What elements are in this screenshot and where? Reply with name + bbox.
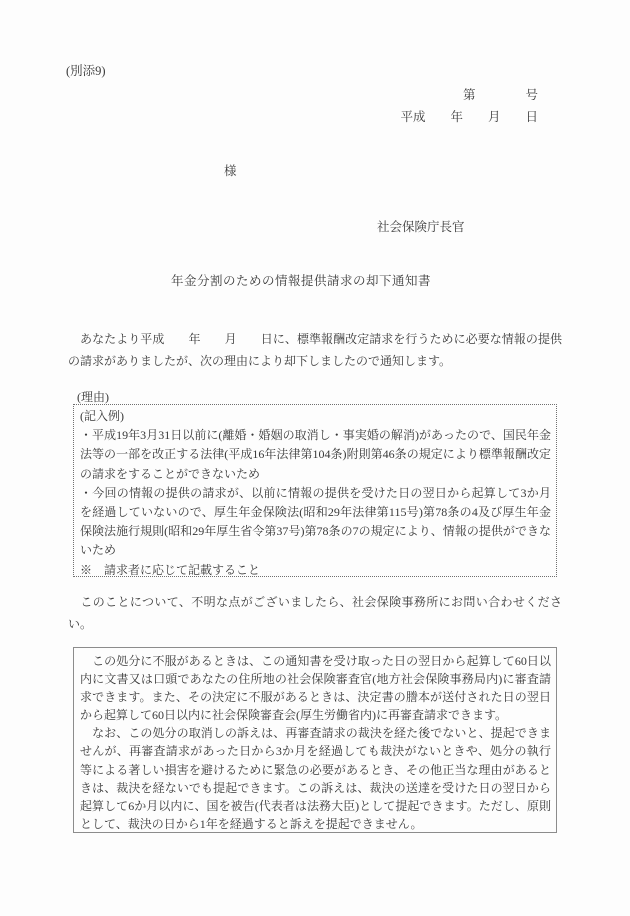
reason-item: ・平成19年3月31日以前に(離婚・婚姻の取消し・事実婚の解消)があったので、国民年金法等の一部を改正する法律(平成16年法律第104条)附則第46条の規定により標準報酬改定の請求をすることができないため xyxy=(80,428,551,481)
reason-label: (理由) xyxy=(77,390,109,404)
appeal-paragraph-1: この処分に不服があるときは、この通知書を受け取った日の翌日から起算して60日以内に文書又は口頭であなたの住所地の社会保険審査官(地方社会保険事務局内)に審査請求できます。また、その決定に不服があるときは、決定書の謄本が送付された日の翌日から起算して60日以内に社会保険審査会(厚生労働省内)に再審査請求できます。 xyxy=(80,654,551,723)
contact-paragraph: このことについて、不明な点がございましたら、社会保険事務所にお問い合わせください。 xyxy=(68,595,562,631)
appeal-paragraph-2: なお、この処分の取消しの訴えは、再審査請求の裁決を経た後でないと、提起できませんが、再審査請求があった日から3か月を経過しても裁決がないときや、処分の執行等による著しい損害を避けるために緊急の必要があるとき、その他正当な理由があるときは、裁決を経ないでも提起できます。この訴えは、裁決の送達を受けた日の翌日から起算して6か月以内に、国を被告(代表者は法務大臣)として提起できます。ただし、原則として、裁決の日から1年を経過すると訴えを提起できません。 xyxy=(80,726,551,831)
appeal-box xyxy=(73,647,557,833)
document-title: 年金分割のための情報提供請求の却下通知書 xyxy=(170,274,431,288)
attachment-label: (別添9) xyxy=(66,64,106,78)
notification-paragraph: あなたより平成 年 月 日に、標準報酬改定請求を行うために必要な情報の提供の請求がありましたが、次の理由により却下しましたので通知します。 xyxy=(68,332,562,368)
reason-example-label: (記入例) xyxy=(80,409,124,423)
doc-number-line: 第 号 xyxy=(462,88,538,102)
reason-item: ・今回の情報の提供の請求が、以前に情報の提供を受けた日の翌日から起算して3か月を経過していないので、厚生年金保険法(昭和29年法律第115号)第78条の4及び厚生年金保険法施行規則(昭和29年厚生省令第37号)第78条の7の規定により、情報の提供ができないため xyxy=(80,485,551,558)
date-line: 平成 年 月 日 xyxy=(400,110,538,124)
sender-title: 社会保険庁長官 xyxy=(377,220,465,234)
reason-box xyxy=(73,404,557,577)
reason-note: ※ 請求者に応じて記載すること xyxy=(80,562,261,577)
addressee-honorific: 様 xyxy=(224,164,237,178)
doc-number-date-block xyxy=(400,84,538,128)
